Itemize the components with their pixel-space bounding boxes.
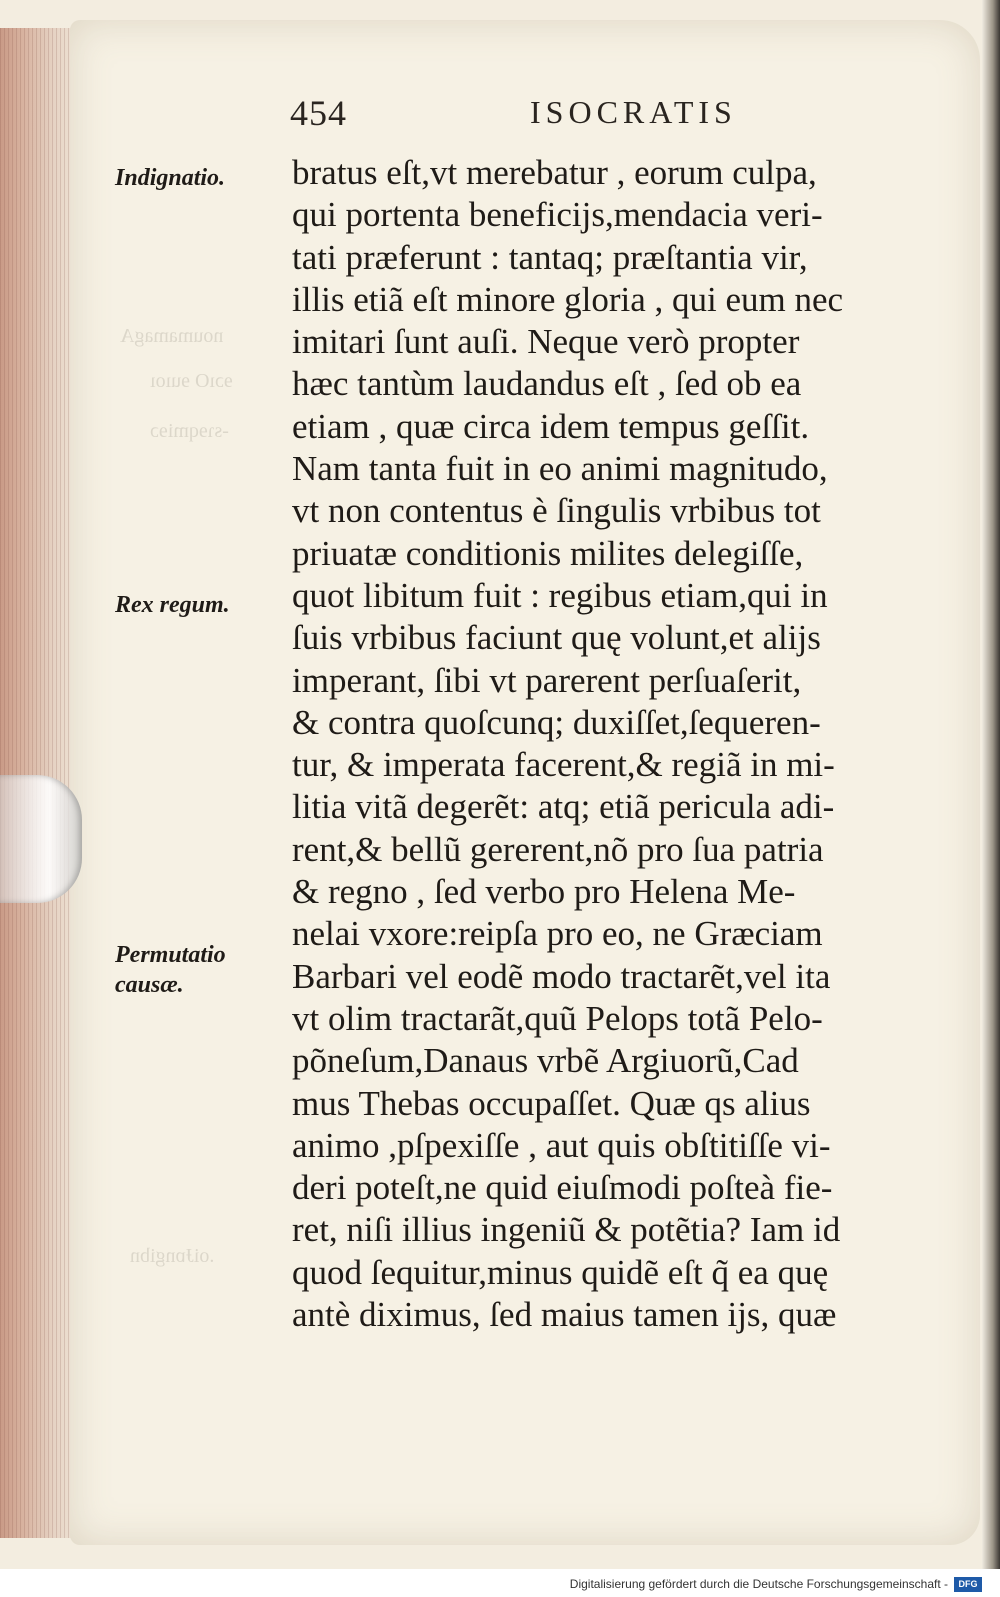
text-line: Barbari vel eodẽ modo tractarẽt,vel ita [292,956,831,996]
digitization-footer [0,1569,1000,1597]
text-line: ret, niſi illius ingeniũ & potẽtia? Iam id [292,1210,841,1250]
funding-credit: Digitalisierung gefördert durch die Deutsche Forschungsgemeinschaft - [569,1577,948,1591]
text-line: hæc tantùm laudandus eſt , ſed ob ea [292,364,802,404]
text-line: qui portenta beneficijs,mendacia veri- [292,195,823,235]
running-head: ISOCRATIS [530,94,737,130]
text-line: deri poteſt,ne quid eiuſmodi poſteà fie- [292,1168,833,1208]
text-line: & regno , ſed verbo pro Helena Me- [292,872,796,912]
text-line: põneſum,Danaus vrbẽ Argiuorũ,Cad [292,1041,799,1081]
text-line: litia vitã degerẽt: atq; etiã pericula adi- [292,787,835,827]
text-line: & contra quoſcunq; duxiſſet,ſequeren- [292,702,821,742]
book-clip [0,775,82,903]
text-line: imperant, ſibi vt parerent perſuaſerit, [292,660,802,700]
text-line: tur, & imperata facerent,& regiã in mi- [292,745,835,785]
text-line: antè diximus, ſed maius tamen ijs, quæ [292,1295,837,1335]
text-line: illis etiã eſt minore gloria , qui eum nec [292,279,844,319]
book-right-edge [982,0,1000,1570]
bleed-through-text: .oiɈɒngibn [130,1245,215,1267]
bleed-through-text: -sɿɘqmiɘɔ [150,420,229,442]
text-line: etiam , quæ circa idem tempus geſſit. [292,406,810,446]
text-line: quot libitum fuit : regibus etiam,qui in [292,575,828,615]
text-line: nelai vxore:reipſa pro eo, ne Græciam [292,914,823,954]
text-line: Nam tanta fuit in eo animi magnitudo, [292,449,828,489]
text-line: animo ,pſpexiſſe , aut quis obſtitiſſe vi- [292,1125,831,1165]
page-number: 454 [290,93,347,133]
text-line: vt non contentus è ſingulis vrbibus tot [292,491,821,531]
text-line: tati præferunt : tantaq; præſtantia vir, [292,237,808,277]
body-text [292,152,952,1336]
marginal-note: Rex regum. [115,592,230,618]
bleed-through-text: noumamagA [120,325,224,347]
marginal-note: Permutatio causæ. [115,942,226,998]
text-line: priuatæ conditionis milites delegiſſe, [292,533,804,573]
dfg-logo: DFG [954,1577,982,1592]
marginal-note: Indignatio. [115,165,226,191]
text-line: imitari ſunt auſi. Neque verò propter [292,322,800,362]
page-header [290,92,930,142]
text-line: quod ſequitur,minus quidẽ eſt q̃ ea quę [292,1252,829,1292]
text-line: ſuis vrbibus faciunt quę volunt,et alijs [292,618,821,658]
bleed-through-text: ɘɔıO ɘuıoı [150,370,233,392]
text-line: vt olim tractarãt,quũ Pelops totã Pelo- [292,998,823,1038]
text-line: mus Thebas occupaſſet. Quæ qs alius [292,1083,811,1123]
text-line: rent,& bellũ gererent,nõ pro ſua patria [292,829,824,869]
text-line: bratus eſt,vt merebatur , eorum culpa, [292,153,817,192]
